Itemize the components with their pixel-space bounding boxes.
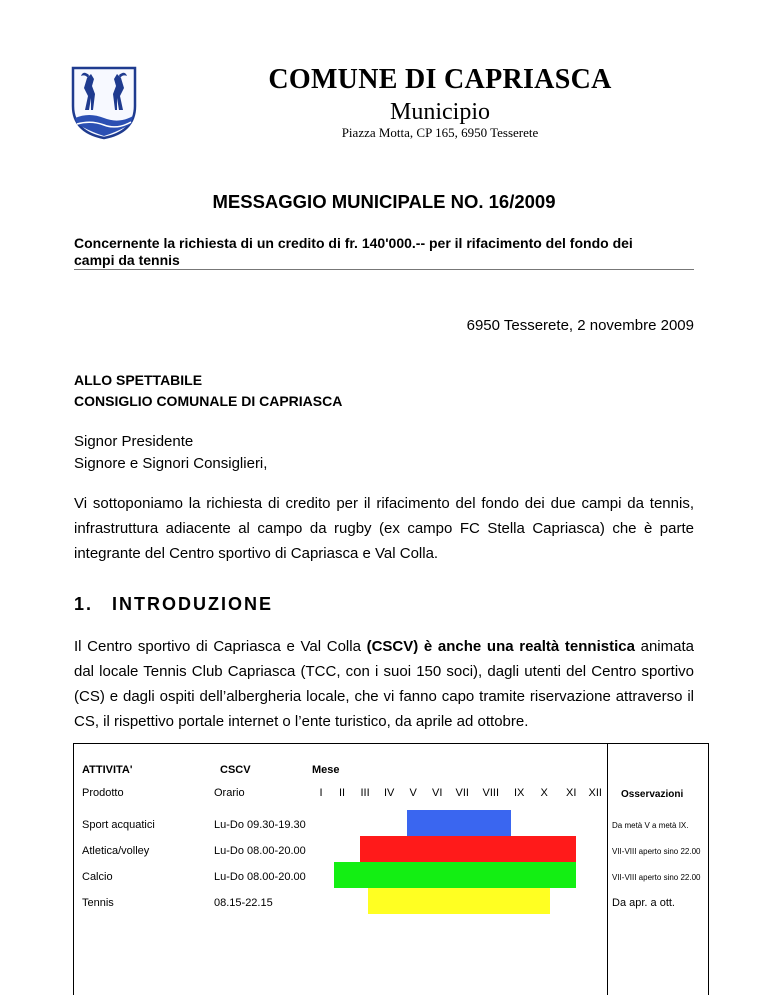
- addressee-line-2: CONSIGLIO COMUNALE DI CAPRIASCA: [74, 393, 343, 409]
- row-product: Sport acquatici: [82, 819, 155, 831]
- addressee: [74, 370, 342, 412]
- month-label: X: [540, 787, 548, 799]
- section-paragraph: [74, 634, 694, 734]
- season-bar: [334, 862, 576, 888]
- table-divider: [607, 744, 608, 995]
- month-label: I: [319, 787, 323, 799]
- dateline: 6950 Tesserete, 2 novembre 2009: [466, 317, 694, 334]
- message-title: MESSAGGIO MUNICIPALE NO. 16/2009: [212, 191, 556, 212]
- row-product: Calcio: [82, 871, 113, 883]
- month-label: VIII: [482, 787, 500, 799]
- section-paragraph-pre: Il Centro sportivo di Capriasca e Val Colla: [74, 638, 367, 655]
- intro-paragraph: Vi sottoponiamo la richiesta di credito per il rifacimento del fondo dei due campi da tennis, infrastruttura adiacente al campo da rugby (ex campo FC Stella Capriasca) che è parte integrante del Centro sportivo di Capriasca e Val Colla.: [74, 495, 694, 562]
- month-label: IX: [514, 787, 525, 799]
- subject-divider: [74, 269, 694, 270]
- month-label: XI: [566, 787, 577, 799]
- municipality-name: COMUNE DI CAPRIASCA: [268, 64, 612, 95]
- section-heading: [74, 594, 273, 615]
- row-hours: Lu-Do 08.00-20.00: [214, 845, 306, 857]
- row-observation: VII-VIII aperto sino 22.00: [612, 847, 701, 856]
- row-hours: Lu-Do 09.30-19.30: [214, 819, 306, 831]
- greeting-line-1: Signor Presidente: [74, 433, 194, 450]
- section-number: 1.: [74, 594, 94, 614]
- subject: [74, 235, 694, 269]
- season-bar: [360, 836, 576, 862]
- row-product: Tennis: [82, 897, 114, 909]
- season-bar: [407, 810, 511, 836]
- subject-line-1: Concernente la richiesta di un credito di fr. 140'000.-- per il rifacimento del fondo dei: [74, 235, 633, 251]
- activity-table: [73, 743, 709, 995]
- month-label: III: [360, 787, 370, 799]
- row-hours: Lu-Do 08.00-20.00: [214, 871, 306, 883]
- season-bar: [368, 888, 550, 914]
- greeting-line-2: Signore e Signori Consiglieri,: [74, 455, 268, 472]
- row-hours: 08.15-22.15: [214, 897, 273, 909]
- month-label: IV: [384, 787, 395, 799]
- section-title: INTRODUZIONE: [112, 594, 273, 614]
- header-observations: Osservazioni: [621, 789, 684, 800]
- month-label: VI: [432, 787, 443, 799]
- row-observation: Da metà V a metà IX.: [612, 821, 689, 830]
- office-name: Municipio: [390, 99, 490, 125]
- row-product: Atletica/volley: [82, 845, 150, 857]
- row-observation: VII-VIII aperto sino 22.00: [612, 873, 701, 882]
- row-observation: Da apr. a ott.: [612, 897, 675, 909]
- header-hours: Orario: [214, 787, 245, 799]
- header-activity: ATTIVITA': [82, 764, 133, 776]
- month-label: II: [339, 787, 346, 799]
- section-paragraph-bold: (CSCV) è anche una realtà tennistica: [366, 638, 635, 655]
- month-label: XII: [588, 787, 602, 799]
- office-address: Piazza Motta, CP 165, 6950 Tesserete: [341, 125, 539, 140]
- header-product: Prodotto: [82, 787, 124, 799]
- month-label: V: [409, 787, 417, 799]
- header-month: Mese: [312, 764, 340, 776]
- section-paragraph-post: animata dal locale Tennis Club Capriasca (TCC, con i suoi 150 soci), dagli utenti del Centro sportivo (CS) e dagli ospiti dell’albergheria locale, che vi fanno capo tramite riservazione attraverso il CS, il rispettivo portale internet o l’ente turistico, da aprile ad ottobre.: [74, 638, 694, 730]
- month-label: VII: [455, 787, 469, 799]
- header-cscv: CSCV: [220, 764, 251, 776]
- greeting: [74, 431, 267, 475]
- subject-line-2: campi da tennis: [74, 252, 180, 268]
- addressee-line-1: ALLO SPETTABILE: [74, 372, 203, 388]
